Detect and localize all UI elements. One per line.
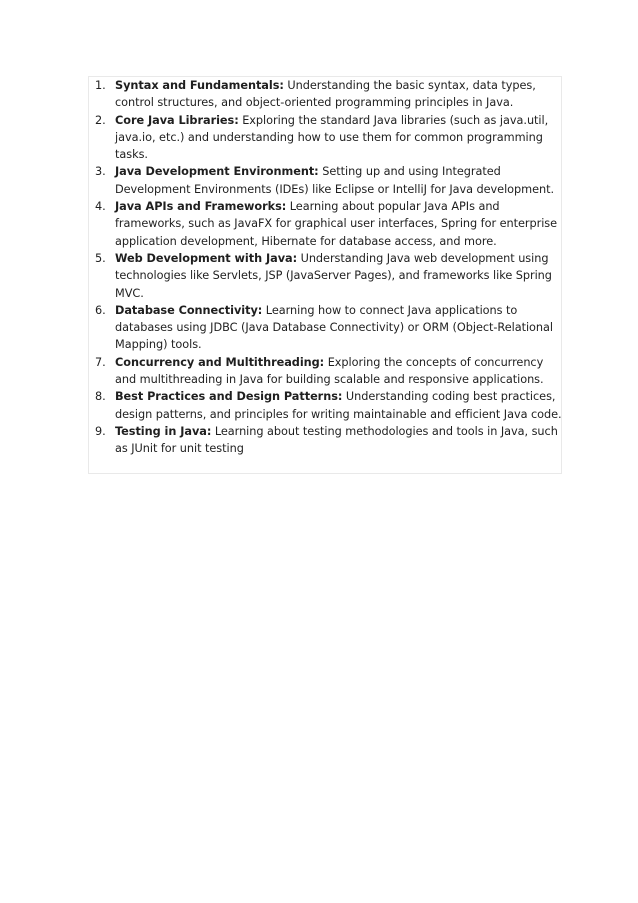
list-item-number: 6. — [95, 303, 106, 317]
list-item-title: Java Development Environment: — [115, 165, 319, 179]
list-item-title: Java APIs and Frameworks: — [115, 200, 287, 214]
list-item-description: Learning how to connect Java applications to databases using JDBC (Java Database Connectivity) or ORM (Object-Relational Mapping) tools. — [115, 303, 553, 352]
list-item-description: Understanding Java web development using technologies like Servlets, JSP (JavaServer Pages), and frameworks like Spring MVC. — [115, 251, 552, 300]
list-item-description: Exploring the standard Java libraries (such as java.util, java.io, etc.) and understanding how to use them for common programming tasks. — [115, 113, 549, 162]
list-item — [88, 163, 562, 198]
list-item-title: Database Connectivity: — [115, 303, 263, 317]
list-item-number: 1. — [95, 79, 106, 92]
list-item-number: 4. — [95, 200, 106, 214]
list-item-title: Web Development with Java: — [115, 251, 298, 265]
list-item — [88, 198, 562, 250]
list-item — [88, 250, 562, 302]
list-item-description: Understanding coding best practices, design patterns, and principles for writing maintainable and efficient Java code. — [115, 390, 562, 421]
list-item-description: Learning about popular Java APIs and frameworks, such as JavaFX for graphical user interfaces, Spring for enterprise application development, Hibernate for database access, and more. — [115, 200, 558, 248]
list-item-number: 3. — [95, 165, 106, 179]
list-item — [88, 77, 562, 112]
list-item-number: 8. — [95, 390, 106, 404]
list-item-description: Learning about testing methodologies and tools in Java, such as JUnit for unit testing — [115, 424, 558, 456]
topic-list — [88, 77, 562, 458]
list-item — [88, 423, 562, 458]
list-item-title: Core Java Libraries: — [115, 113, 239, 127]
list-item-title: Best Practices and Design Patterns: — [115, 390, 343, 404]
list-item — [88, 388, 562, 423]
list-item-title: Concurrency and Multithreading: — [115, 355, 325, 369]
list-item-description: Setting up and using Integrated Development Environments (IDEs) like Eclipse or IntelliJ for Java development. — [115, 165, 555, 196]
list-item-description: Exploring the concepts of concurrency and multithreading in Java for building scalable and responsive applications. — [115, 355, 544, 387]
list-item-title: Syntax and Fundamentals: — [115, 79, 284, 92]
list-item-number: 2. — [95, 113, 106, 127]
list-item — [88, 302, 562, 354]
list-item-title: Testing in Java: — [115, 424, 212, 438]
list-item — [88, 112, 562, 164]
list-item-number: 9. — [95, 424, 106, 438]
list-item-description: Understanding the basic syntax, data types, control structures, and object-oriented programming principles in Java. — [115, 79, 536, 110]
list-item-number: 7. — [95, 355, 106, 369]
list-item — [88, 354, 562, 389]
list-item-number: 5. — [95, 251, 106, 265]
